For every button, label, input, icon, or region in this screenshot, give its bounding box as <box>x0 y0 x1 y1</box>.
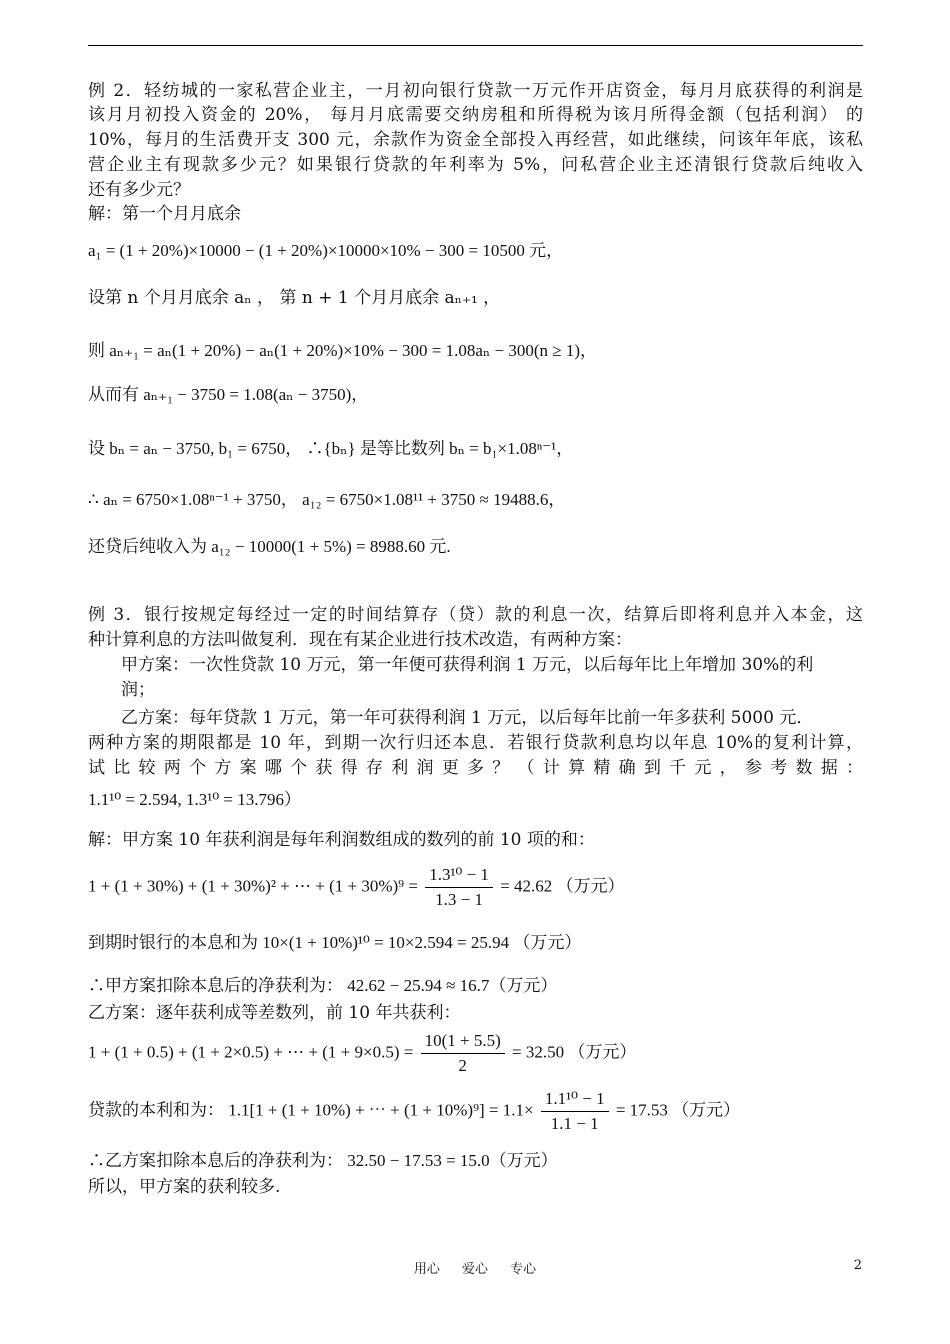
ex3-eq-6 <box>88 1088 740 1135</box>
ex3-eq-6-left: 贷款的本利和为： 1.1[1 + (1 + 10%) + ⋯ + (1 + 10%)⁹] = 1.1× <box>88 1100 534 1120</box>
ex2-line-2: 该月月初投入资金的 20%， 每月月底需要交纳房租和所得税为该月所得金额（包括利润） 的 <box>88 105 863 125</box>
ex3-eq-6-fraction <box>541 1088 609 1135</box>
ex2-eq-4: 从而有 aₙ₊₁ − 3750 = 1.08(aₙ − 3750)， <box>88 385 369 404</box>
ex3-eq-1-denominator: 1.3 − 1 <box>435 890 483 909</box>
footer-motto: 用心 爱心 专心 <box>413 1262 537 1277</box>
ex3-plan-b: 乙方案：每年贷款 1 万元，第一年可获得利润 1 万元，以后每年比前一年多获利 5000 元． <box>121 708 814 728</box>
ex3-solution-label: 解：甲方案 10 年获利润是每年利润数组成的数列的前 10 项的和： <box>88 830 595 850</box>
ex3-plan-a: 甲方案：一次性贷款 10 万元，第一年便可获得利润 1 万元，以后每年比上年增加 30%的利 <box>121 655 814 675</box>
ex2-line-1: 例 2．轻纺城的一家私营企业主，一月初向银行贷款一万元作开店资金，每月月底获得的利润是 <box>88 81 863 101</box>
ex3-conclusion: 所以，甲方案的获利较多. <box>88 1177 281 1197</box>
ex2-eq-3: 则 aₙ₊₁ = aₙ(1 + 20%) − aₙ(1 + 20%)×10% − 300 = 1.08aₙ − 300(n ≥ 1)， <box>88 341 597 360</box>
ex3-eq-5-denominator: 2 <box>458 1056 467 1075</box>
ex3-eq-1-right: = 42.62 （万元） <box>500 876 625 896</box>
ex3-plan-a-cont: 润； <box>121 680 155 700</box>
ex3-line-6: 两种方案的期限都是 10 年，到期一次行归还本息．若银行贷款利息均以年息 10%的复利计算， <box>88 733 863 753</box>
ex3-eq-1 <box>88 864 625 911</box>
ex3-eq-5-numerator: 10(1 + 5.5) <box>421 1030 505 1054</box>
ex2-eq-5: 设 bₙ = aₙ − 3750, b₁ = 6750， ∴{bₙ} 是等比数列 bₙ = b₁×1.08ⁿ⁻¹， <box>88 439 574 458</box>
ex3-eq-5-right: = 32.50 （万元） <box>512 1042 637 1062</box>
ex3-reference-data: 1.1¹⁰ = 2.594, 1.3¹⁰ = 13.796） <box>88 790 301 809</box>
ex2-eq-6: ∴ aₙ = 6750×1.08ⁿ⁻¹ + 3750， a₁₂ = 6750×1.08¹¹ + 3750 ≈ 19488.6， <box>88 490 566 509</box>
ex2-line-4: 营企业主有现款多少元？如果银行贷款的年利率为 5%，问私营企业主还清银行贷款后纯收入 <box>88 155 863 175</box>
ex3-eq-7: ∴乙方案扣除本息后的净获利为： 32.50 − 17.53 = 15.0（万元） <box>88 1151 558 1170</box>
page-number: 2 <box>853 1258 862 1273</box>
ex3-eq-6-numerator: 1.1¹⁰ − 1 <box>541 1088 609 1112</box>
header-rule <box>88 45 863 46</box>
ex2-eq-1: a₁ = (1 + 20%)×10000 − (1 + 20%)×10000×10% − 300 = 10500 元， <box>88 241 564 260</box>
ex3-eq-5-fraction <box>421 1030 505 1077</box>
ex3-eq-6-denominator: 1.1 − 1 <box>550 1114 599 1133</box>
ex3-line-1: 例 3．银行按规定每经过一定的时间结算存（贷）款的利息一次，结算后即将利息并入本金，这 <box>88 605 863 625</box>
ex3-eq-2: 到期时银行的本息和为 10×(1 + 10%)¹⁰ = 10×2.594 = 25.94 （万元） <box>88 933 582 952</box>
ex3-eq-1-left: 1 + (1 + 30%) + (1 + 30%)² + ⋯ + (1 + 30%)⁹ = <box>88 876 418 896</box>
ex3-eq-1-fraction <box>425 864 493 911</box>
ex2-solution-label: 解：第一个月月底余 <box>88 204 241 224</box>
ex2-line-3: 10%，每月的生活费开支 300 元，余款作为资金全部投入再经营，如此继续，问该年年底，该私 <box>88 130 863 150</box>
ex3-eq-6-right: = 17.53 （万元） <box>615 1100 741 1120</box>
ex3-eq-5 <box>88 1030 636 1077</box>
ex3-eq-1-numerator: 1.3¹⁰ − 1 <box>425 864 493 888</box>
ex3-line-7: 试比较两个方案哪个获得存利润更多？（计算精确到千元，参考数据： <box>88 758 863 778</box>
ex3-eq-3: ∴甲方案扣除本息后的净获利为： 42.62 − 25.94 ≈ 16.7（万元） <box>88 976 558 995</box>
ex3-line-2: 种计算利息的方法叫做复利．现在有某企业进行技术改造，有两种方案： <box>88 630 632 650</box>
ex2-eq-7: 还贷后纯收入为 a₁₂ − 10000(1 + 5%) = 8988.60 元. <box>88 537 451 556</box>
ex2-eq-2: 设第 n 个月月底余 aₙ ， 第 n + 1 个月月底余 aₙ₊₁ ， <box>88 288 501 308</box>
ex3-eq-5-left: 1 + (1 + 0.5) + (1 + 2×0.5) + ⋯ + (1 + 9×0.5) = <box>88 1042 414 1062</box>
ex2-line-5: 还有多少元？ <box>88 180 190 200</box>
ex3-eq-4: 乙方案：逐年获利成等差数列，前 10 年共获利： <box>88 1003 461 1023</box>
